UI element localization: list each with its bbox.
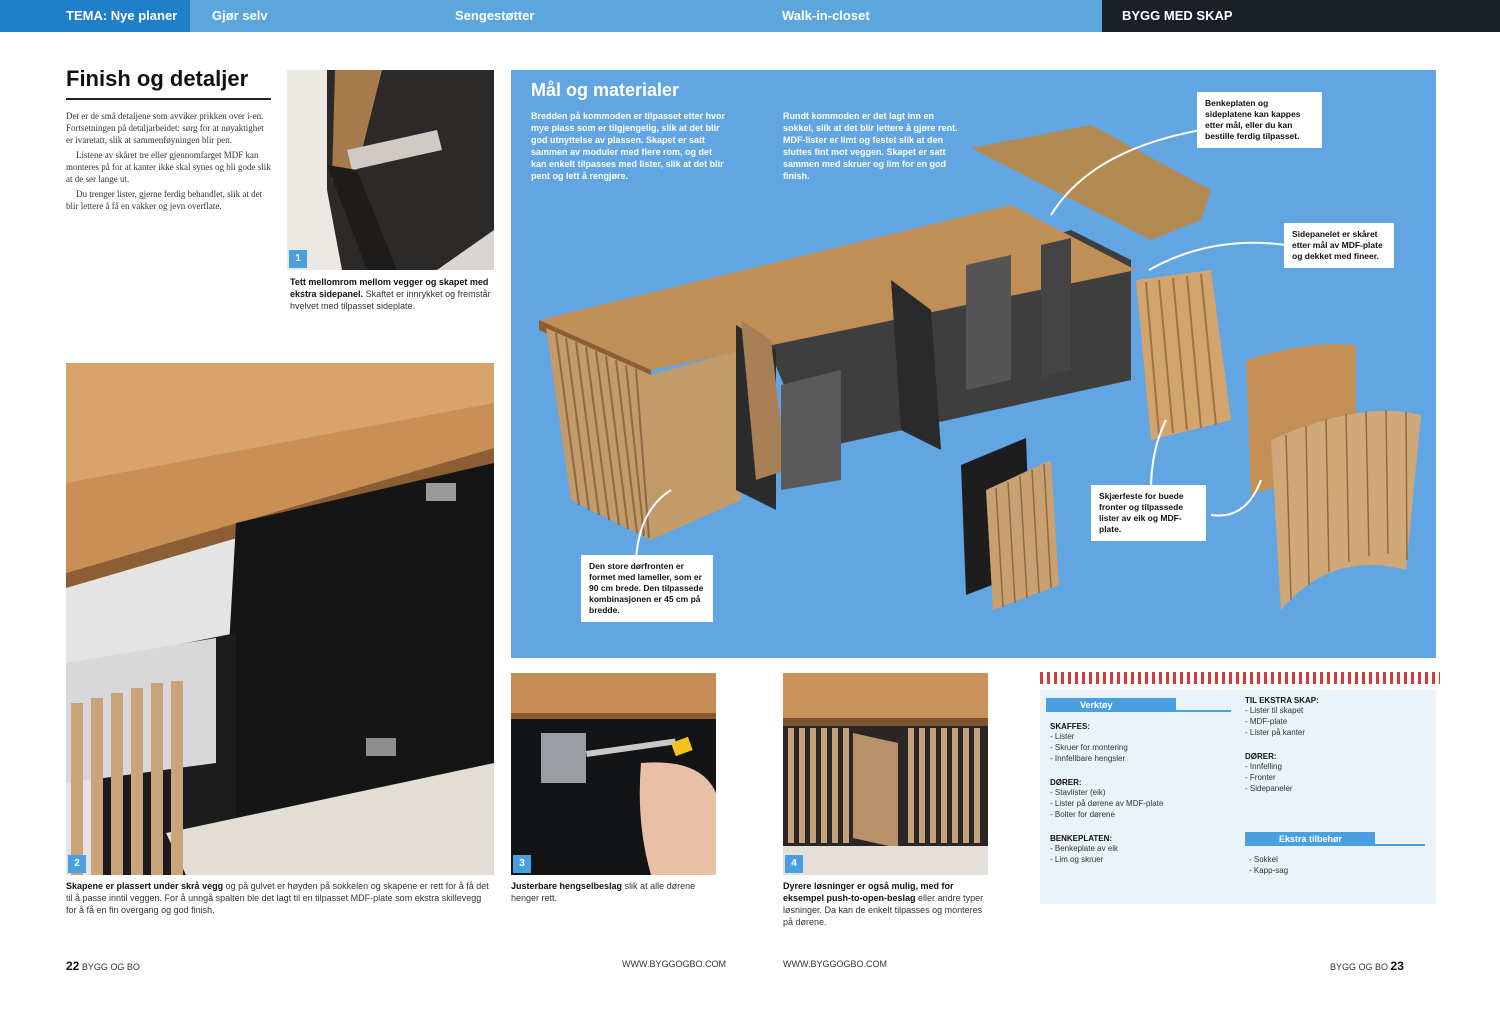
nav-item-sengestotter[interactable]: Sengestøtter: [455, 8, 535, 23]
infobox-rule: [1245, 844, 1425, 846]
page-number-left: 22: [66, 959, 80, 973]
page-number-right: 23: [1390, 959, 1404, 973]
photo-4: [783, 673, 988, 875]
caption-text: Skaftet er innrykket og fremstår hvelvet med tilpasset sideplate.: [290, 289, 491, 311]
caption-1: [290, 276, 495, 312]
infobox-title-extra: Ekstra tilbehør: [1245, 832, 1375, 846]
nav-item-gjor-selv[interactable]: Gjør selv: [212, 8, 268, 23]
infobox-item: - Lister på kanter: [1245, 728, 1306, 737]
nav-item-walk-in[interactable]: Walk-in-closet: [782, 8, 870, 23]
infobox-item: - Lister på dørene av MDF-plate: [1050, 799, 1164, 808]
caption-bold: Justerbare hengselbeslag: [511, 881, 623, 891]
caption-2: [66, 880, 494, 916]
callout-countertop: Benkeplaten og sideplatene kan kappes etter mål, eller du kan bestille ferdig tilpasset.: [1197, 92, 1322, 148]
body-paragraph: Det er de små detaljene som avviker prikken over i-en. Fortsetningen på detaljarbeidet: sørg for at nøyaktighet er ivaretatt, slik at sammenføyningen blir pen.: [66, 111, 264, 145]
body-paragraph: Du trenger lister, gjerne ferdig behandlet, slik at det blir lettere å få en vakker og jevn overflate.: [66, 189, 263, 211]
infobox-group-title: DØRER:: [1050, 778, 1082, 787]
footer-left: [66, 959, 140, 973]
infobox-item: - Stavlister (eik): [1050, 788, 1106, 797]
infobox-item: - Benkeplate av eik: [1050, 844, 1119, 853]
infobox-item: - Lim og skruer: [1050, 855, 1104, 864]
infobox-column-right: [1245, 690, 1430, 794]
dimensions-materials-diagram: [511, 70, 1436, 658]
infobox-item: - Lister til skapet: [1245, 706, 1304, 715]
caption-bold: Dyrere løsninger er også mulig, med for eksempel push-to-open-beslag: [783, 881, 954, 903]
infobox-group-title: DØRER:: [1245, 752, 1277, 761]
photo-number: 1: [289, 250, 307, 268]
infobox-item: - Kapp-sag: [1249, 866, 1289, 875]
caption-text: eller andre typer løsninger. Da kan de enkelt tilpasses og monteres på dørene.: [783, 893, 984, 927]
infobox-title-tools: Verktøy: [1046, 698, 1176, 712]
footer-right: [1330, 959, 1404, 973]
caption-text: og på gulvet er høyden på sokkelen og skapene er rett for å få det til å passe inntil veggen. For å unngå spalten ble det lagt til en tilpasset MDF-plate som ekstra skillevegg for å få en fin overgang og god finish.: [66, 881, 489, 915]
diagram-title: Mål og materialer: [531, 80, 680, 100]
decorative-dots: [1040, 672, 1440, 684]
infobox-group-title: BENKEPLATEN:: [1050, 834, 1113, 843]
infobox-item: - Fronter: [1245, 773, 1276, 782]
tools-infobox: [1040, 690, 1436, 904]
infobox-extra-list: [1249, 854, 1429, 876]
callout-sidepanel: Sidepanelet er skåret etter mål av MDF-plate og dekket med fineer.: [1284, 223, 1394, 268]
photo-number: 4: [785, 855, 803, 873]
photo-number: 3: [513, 855, 531, 873]
section-tag: TEMA: Nye planer: [0, 0, 190, 32]
caption-4: [783, 880, 993, 928]
footer-url-left: WWW.BYGGOGBO.COM: [622, 959, 726, 969]
infobox-item: - Innfellbare hengsler: [1050, 754, 1126, 763]
infobox-group-title: SKAFFES:: [1050, 722, 1090, 731]
infobox-column-left: [1050, 716, 1235, 865]
infobox-item: - MDF-plate: [1245, 717, 1288, 726]
article-body: [66, 110, 271, 215]
infobox-rule: [1046, 710, 1231, 712]
footer-url-right: WWW.BYGGOGBO.COM: [783, 959, 887, 969]
infobox-item: - Bolter for dørene: [1050, 810, 1115, 819]
section-label-right: BYGG MED SKAP: [1102, 0, 1500, 32]
caption-text: slik at alle dørene henger rett.: [511, 881, 696, 903]
caption-bold: Tett mellomrom mellom vegger og skapet med ekstra sidepanel.: [290, 277, 489, 299]
top-navigation-bar: [0, 0, 1500, 32]
infobox-item: - Sidepaneler: [1245, 784, 1293, 793]
title-divider: [66, 98, 271, 100]
infobox-item: - Innfelling: [1245, 762, 1282, 771]
photo-2: [66, 363, 494, 875]
callout-curved: Skjærfeste for buede fronter og tilpassede lister av eik og MDF-plate.: [1091, 485, 1206, 541]
infobox-item: - Lister: [1050, 732, 1075, 741]
diagram-text-left: Bredden på kommoden er tilpasset etter hvor mye plass som er tilgjengelig, slik at det blir god utnyttelse av plassen. Skapet er satt sammen av moduler med flere rom, og det kan enkelt tilpasses med lister, slik at det blir pent og lett å rengjøre.: [531, 111, 726, 181]
caption-3: [511, 880, 716, 904]
magazine-name-right: BYGG OG BO: [1330, 962, 1389, 972]
article-title: Finish og detaljer: [66, 66, 249, 91]
infobox-item: - Sokkel: [1249, 855, 1278, 864]
magazine-name-left: BYGG OG BO: [81, 962, 140, 972]
photo-number: 2: [68, 855, 86, 873]
photo-1: [287, 70, 494, 270]
caption-bold: Skapene er plassert under skrå vegg: [66, 881, 224, 891]
photo-3: [511, 673, 716, 875]
body-paragraph: Listene av skåret tre eller gjennomfarget MDF kan monteres på for at kanter ikke skal synes og bli gode slik at de ser lange ut.: [66, 150, 271, 184]
infobox-item: - Skruer for montering: [1050, 743, 1128, 752]
callout-doorfront: Den store dørfronten er formet med lameller, som er 90 cm brede. Den tilpassede kombinasjonen er 45 cm på bredde.: [581, 555, 713, 622]
diagram-text-right: Rundt kommoden er det lagt inn en sokkel, slik at det blir lettere å gjøre rent. MDF-lister er limt og festet slik at den sluttes fint mot veggen. Skapet er satt sammen med skruer og lim for en god finish.: [783, 111, 958, 181]
infobox-group-title: TIL EKSTRA SKAP:: [1245, 696, 1319, 705]
